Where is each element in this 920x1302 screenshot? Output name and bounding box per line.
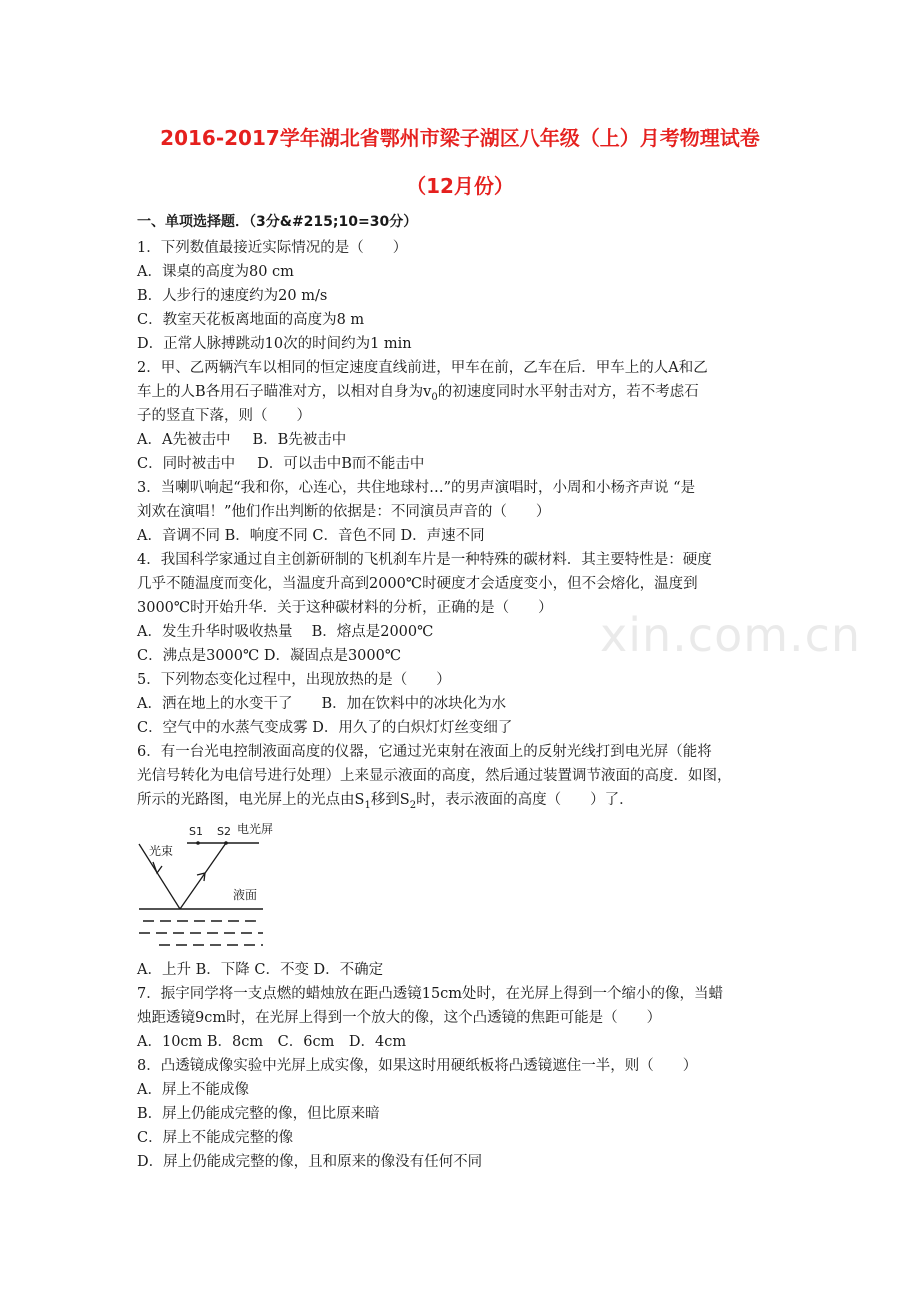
- q6-line3-b: 移到S: [370, 792, 410, 808]
- q2-line2-post: 的初速度同时水平射击对方，若不考虑石: [437, 384, 699, 400]
- q2-line2-sub: 0: [431, 391, 438, 403]
- q7-stem-line1: 7．振宇同学将一支点燃的蜡烛放在距凸透镜15cm处时，在光屏上得到一个缩小的像，当蜡: [137, 986, 724, 1002]
- q7-options: A．10cm B．8cm C．6cm D．4cm: [137, 1034, 407, 1050]
- q4-stem-line1: 4．我国科学家通过自主创新研制的飞机刹车片是一种特殊的碳材料．其主要特性是：硬度: [137, 552, 712, 568]
- q6-stem-line1: 6．有一台光电控制液面高度的仪器，它通过光束射在液面上的反射光线打到电光屏（能将: [137, 744, 712, 760]
- watermark: xin.com.cn: [600, 608, 862, 662]
- q2-option-a: A．A先被击中: [137, 432, 231, 448]
- q2-options-ab: [137, 428, 346, 449]
- q8-option-b: B．屏上仍能成完整的像，但比原来暗: [137, 1106, 380, 1122]
- q6-line3-c: 时，表示液面的高度（ ）了．: [416, 792, 634, 808]
- q5-options-cd: C．空气中的水蒸气变成雾 D．用久了的白炽灯灯丝变细了: [137, 720, 513, 736]
- q1-option-a: A．课桌的高度为80 cm: [137, 264, 294, 280]
- diagram-label-liquid: 液面: [233, 888, 258, 902]
- q2-stem-line2: [137, 380, 699, 403]
- q4-options-cd: C．沸点是3000℃ D．凝固点是3000℃: [137, 648, 402, 664]
- q3-options: A．音调不同 B．响度不同 C．音色不同 D．声速不同: [137, 528, 485, 544]
- q1-option-b: B．人步行的速度约为20 m/s: [137, 288, 328, 304]
- q1-option-d: D．正常人脉搏跳动10次的时间约为1 min: [137, 336, 412, 352]
- q1-option-c: C．教室天花板离地面的高度为8 m: [137, 312, 365, 328]
- q2-line2-pre: 车上的人B各用石子瞄准对方，以相对自身为v: [137, 384, 432, 400]
- q7-stem-line2: 烛距透镜9cm时，在光屏上得到一个放大的像，这个凸透镜的焦距可能是（ ）: [137, 1010, 662, 1026]
- light-path-diagram: [137, 818, 277, 953]
- q5-stem: 5．下列物态变化过程中，出现放热的是（ ）: [137, 672, 451, 688]
- q4-options-ab: A．发生升华时吸收热量 B．熔点是2000℃: [137, 624, 434, 640]
- q4-stem-line2: 几乎不随温度而变化，当温度升高到2000℃时硬度才会适度变小，但不会熔化，温度到: [137, 576, 698, 592]
- reflected-ray: [180, 843, 226, 909]
- q2-option-d: D．可以击中B而不能击中: [257, 456, 425, 472]
- q8-stem: 8．凸透镜成像实验中光屏上成实像，如果这时用硬纸板将凸透镜遮住一半，则（ ）: [137, 1058, 698, 1074]
- point-s1: [196, 841, 200, 845]
- exam-subtitle: （12月份）: [406, 174, 514, 198]
- q2-stem-line1: 2．甲、乙两辆汽车以相同的恒定速度直线前进，甲车在前，乙车在后．甲车上的人A和乙: [137, 360, 708, 376]
- q2-stem-line3: 子的竖直下落，则（ ）: [137, 408, 311, 424]
- q2-options-cd: [137, 452, 424, 473]
- incident-arrow: [153, 862, 162, 873]
- q6-line3-s2: 2: [409, 799, 417, 811]
- q8-option-c: C．屏上不能成完整的像: [137, 1130, 294, 1146]
- q4-stem-line3: 3000℃时开始升华．关于这种碳材料的分析，正确的是（ ）: [137, 600, 553, 616]
- q3-stem-line1: 3．当喇叭响起“我和你，心连心，共住地球村…”的男声演唱时，小周和小杨齐声说 “是: [137, 480, 696, 496]
- exam-title: 2016-2017学年湖北省鄂州市梁子湖区八年级（上）月考物理试卷: [160, 126, 760, 150]
- diagram-label-screen: 电光屏: [237, 822, 274, 836]
- q8-option-d: D．屏上仍能成完整的像，且和原来的像没有任何不同: [137, 1154, 483, 1170]
- q6-line3-s1: 1: [364, 799, 371, 811]
- diagram-label-s2: S2: [217, 825, 231, 838]
- section-heading: 一、单项选择题．（3分&#215;10=30分）: [137, 214, 418, 230]
- q3-stem-line2: 刘欢在演唱！”他们作出判断的依据是：不同演员声音的（ ）: [137, 504, 551, 520]
- diagram-label-beam: 光束: [149, 844, 174, 858]
- q2-option-b: B．B先被击中: [252, 432, 347, 448]
- q2-option-c: C．同时被击中: [137, 456, 236, 472]
- q6-stem-line3: [137, 788, 634, 811]
- q8-option-a: A．屏上不能成像: [137, 1082, 249, 1098]
- q1-stem: 1．下列数值最接近实际情况的是（ ）: [137, 240, 408, 256]
- q5-options-ab: A．洒在地上的水变干了 B．加在饮料中的冰块化为水: [137, 696, 507, 712]
- q6-options: A．上升 B．下降 C．不变 D．不确定: [137, 962, 384, 978]
- q6-stem-line2: 光信号转化为电信号进行处理）上来显示液面的高度，然后通过装置调节液面的高度．如图，: [137, 768, 732, 784]
- diagram-label-s1: S1: [189, 825, 203, 838]
- q6-line3-a: 所示的光路图，电光屏上的光点由S: [137, 792, 365, 808]
